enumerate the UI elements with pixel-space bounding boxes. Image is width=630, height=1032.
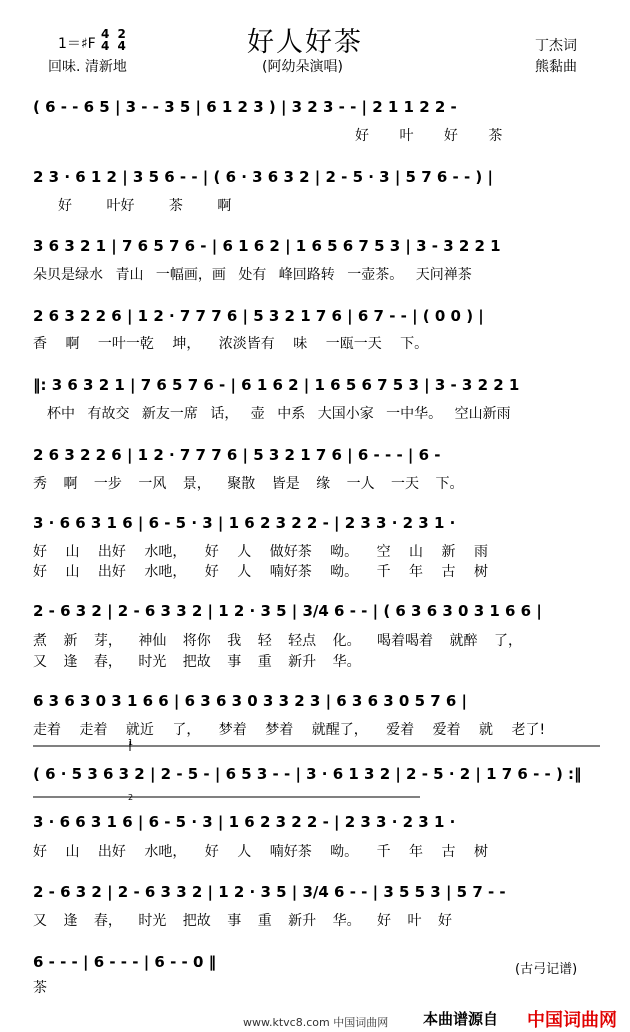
lyric-line-8a: 煮 新 芽， 神仙 将你 我 轻 轻点 化。 喝着喝着 就醉 了， [33,633,522,649]
lyric-line-1: 好 叶 好 茶 [355,128,503,144]
svg-text:2 6 3 2 2 6 | 1 2 · 7 7 7 6 |: 2 6 3 2 2 6 | 1 2 · 7 7 7 6 | 5 3 2 1 7 6 | 6 - - - | 6 - [33,446,441,464]
lyric-line-7b: 好 山 出好 水吔， 好 人 喃好茶 呦。 千 年 古 树 [33,564,488,580]
lyric-line-4: 香 啊 一叶一乾 坤， 浓淡皆有 味 一瓯一天 下。 [33,336,429,352]
lyric-line-6: 秀 啊 一步 一风 景， 聚散 皆是 缘 一人 一天 下。 [33,476,464,492]
lyric-line-8b: 又 逢 春， 时光 把故 事 重 新升 华。 [33,654,361,670]
lyric-line-12: 又 逢 春， 时光 把故 事 重 新升 华。 好 叶 好 [33,913,452,929]
lyric-line-11: 好 山 出好 水吔， 好 人 喃好茶 呦。 千 年 古 树 [33,844,488,860]
key-signature: 1＝♯F [58,36,96,52]
time-signature: 4 4 2 4 [101,27,126,53]
lyric-line-5: 杯中 有故交 新友一席 话， 壶 中系 大国小家 一中华。 空山新雨 [47,406,511,422]
svg-text:2 - 6 3 2 | 2 - 6 3 3 2 | 1 2: 2 - 6 3 2 | 2 - 6 3 3 2 | 1 2 · 3 5 | 3/4 6 - - | 3 5 5 3 | 5 7 - - [33,883,506,901]
composer: 熊黏曲 [535,59,577,75]
svg-text:( 6 - - 6 5 | 3 - - 3 5 | 6 1: ( 6 - - 6 5 | 3 - - 3 5 | 6 1 2 3 ) | 3 2 3 - - | 2 1 1 2 2 - [33,98,457,116]
performer: (阿幼朵演唱) [262,59,343,75]
svg-text:2 3 · 6 1 2 | 3 5 6 - - | ( 6: 2 3 · 6 1 2 | 3 5 6 - - | ( 6 · 3 6 3 2 | 2 - 5 · 3 | 5 7 6 - - ) | [33,168,493,186]
lyricist: 丁杰词 [535,38,577,54]
site-url[interactable]: www.ktvc8.com 中国词曲网 [243,1016,389,1029]
svg-text:2 6 3 2 2 6 | 1 2 · 7 7 7 6 |: 2 6 3 2 2 6 | 1 2 · 7 7 7 6 | 5 3 2 1 7 6 | 6 7 - - | ( 0 0 ) | [33,307,484,325]
source-label: 本曲谱源自 [423,1010,499,1028]
tempo-mood: 回味. 清新地 [48,59,127,75]
svg-text:2 - 6 3 2 | 2 - 6 3 3 2 | 1 2: 2 - 6 3 2 | 2 - 6 3 3 2 | 1 2 · 3 5 | 3/4 6 - - | ( 6 3 6 3 0 3 1 6 6 | [33,602,542,620]
svg-text:( 6 · 5 3 6 3 2 | 2 - 5 - | 6: ( 6 · 5 3 6 3 2 | 2 - 5 - | 6 5 3 - - | 3 · 6 1 3 2 | 2 - 5 · 2 | 1 7 6 - - ) :‖ [33,765,582,783]
svg-text:‖: 3 6 3 2 1 | 7 6 5 7 6 - | 6: ‖: 3 6 3 2 1 | 7 6 5 7 6 - | 6 1 6 2 | 1 6 5 6 7 5 3 | 3 - 3 2 2 1 [33,376,520,394]
svg-text:3 6 3 2 1 | 7 6 5 7 6 - | 6 1: 3 6 3 2 1 | 7 6 5 7 6 - | 6 1 6 2 | 1 6 5 6 7 5 3 | 3 - 3 2 2 1 [33,237,501,255]
svg-text:2: 2 [128,793,134,802]
svg-text:6 3 6 3 0 3 1 6 6 | 6 3 6 3 0: 6 3 6 3 0 3 1 6 6 | 6 3 6 3 0 3 3 2 3 | 6 3 6 3 0 5 7 6 | [33,692,468,710]
svg-text:3 · 6 6 3 1 6 | 6 - 5 · 3 | 1: 3 · 6 6 3 1 6 | 6 - 5 · 3 | 1 6 2 3 2 2 - | 2 3 3 · 2 3 1 · [33,514,456,532]
transcriber-credit: (古弓记谱) [515,962,578,977]
lyric-line-9: 走着 走着 就近 了， 梦着 梦着 就醒了， 爱着 爱着 就 老了! [33,722,546,738]
svg-text:1: 1 [128,738,134,747]
song-title: 好人好茶 [247,27,363,58]
svg-text:3 · 6 6 3 1 6 | 6 - 5 · 3 | 1: 3 · 6 6 3 1 6 | 6 - 5 · 3 | 1 6 2 3 2 2 - | 2 3 3 · 2 3 1 · [33,813,456,831]
lyric-line-3: 朵贝是绿水 青山 一幅画，画 处有 峰回路转 一壶茶。 天问禅茶 [33,267,472,283]
site-brand-logo[interactable]: 中国词曲网 [527,1010,617,1031]
svg-text:6 - - - | 6 - - - | 6 - - 0 ‖: 6 - - - | 6 - - - | 6 - - 0 ‖ [33,953,217,971]
lyric-line-7a: 好 山 出好 水吔， 好 人 做好茶 呦。 空 山 新 雨 [33,544,488,560]
lyric-line-13: 茶 [33,980,47,996]
lyric-line-2: 好 叶好 茶 啊 [58,198,232,214]
